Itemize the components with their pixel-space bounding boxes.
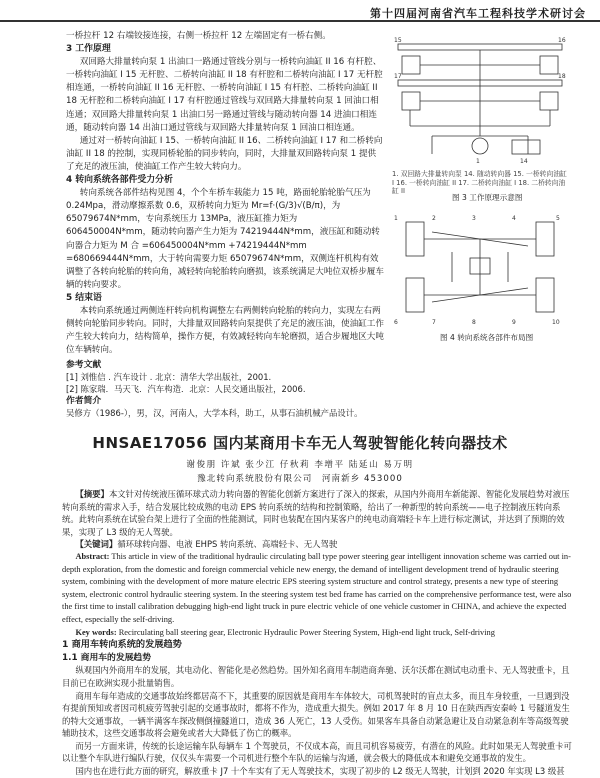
component-layout-drawing [392, 212, 568, 328]
svg-text:14: 14 [520, 158, 528, 165]
section3-heading: 3 工作原理 [66, 44, 111, 55]
abstract-cn-text: 本文针对传统液压循环球式动力转向器的智能化创新方案进行了深入的探索，从国内外商用车新能源、智能化发展趋势对液压转向系统的需求入手，结合发展比较成熟的电动 EPS 转向系统的结构和控制策略，给出了一种新型的转向系统——电子控制液压转向系统。此转向系统在试验台架上进行了全面的性能测试，同时也装配在国内某客户的纯电动商端轻卡车上进行标定测试，并达到了预期的效果，实现了 L3 级的无人驾驶。 [62, 489, 570, 537]
svg-text:5: 5 [556, 215, 560, 222]
keywords-en-label: Key words: [75, 627, 117, 637]
svg-text:17: 17 [394, 73, 402, 80]
article2-affiliation: 豫北转向系统股份有限公司 河南新乡 453000 [197, 474, 403, 484]
figure3-legend: 1. 双回路大排量转向泵 14. 随动转向器 15. 一桥转向油缸 I 16. 一桥转向油缸 II 17. 二桥转向油缸 I 18. 二桥转向油缸 II [392, 170, 567, 195]
reference-item: [1] 刘惟信 . 汽车设计 . 北京：清华大学出版社，2001. [66, 372, 272, 382]
svg-text:6: 6 [394, 319, 398, 326]
section3-paragraph-2: 通过对一桥转向油缸 I 15、一桥转向油缸 II 16、二桥转向油缸 I 17 和二桥转向油缸 II 18 的控制，实现同桥轮胎的同步转向，同时，大排量双回路转向泵 1 提供了充足的液压油，使油缸工作产生较大转向力。 [66, 135, 383, 172]
article2-title: HNSAE17056 国内某商用卡车无人驾驶智能化转向器技术 [92, 434, 508, 452]
keywords-en-text: Recirculating ball steering gear, Electronic Hydraulic Power Steering System, High-end light truck, Self-driving [118, 627, 495, 637]
section4-heading: 4 转向系统各部件受力分析 [66, 175, 173, 186]
svg-text:2: 2 [432, 215, 436, 222]
keywords-cn [62, 538, 574, 551]
section4-paragraph: 转向系统各部件结构见图 4，个个车桥车载能力 15 吨，路面轮胎轮胎气压为 0.24Mpa，滑动摩擦系数 0.6，双桥转向力矩为 Mr=f·(G/3)√(B/π)，为 65079674N*mm，专向系统压力 13MPa，液压缸推力矩为 606450004N*mm，随动转向器产生力矩为 74219444N*mm，液压缸和随动转向器合力矩为 M 合 =606450004N*mm +74219444N*mm =680669444N*mm，大于转向需要力矩 65079674N*mm，双侧连杆机构有效调整了各转向轮胎的转向角，减轻转向轮胎转向磨损，该系统满足大吨位双桥步履车辆的转向要求。 [66, 188, 384, 290]
article2-section11-heading: 1.1 商用车的发展趋势 [62, 652, 152, 663]
svg-text:9: 9 [512, 319, 516, 326]
abstract-en-text: This article in view of the traditional hydraulic circulating ball type power steering gear intelligent innovation scheme was carried out in-depth exploration, from the domestic and foreign commercial vehicle new energy, the demand of intelligent development trend of hydraulic steering system, combining with the development of more mature electric EPS steering system structure and control strategy, presents a new type of steering system, electronic control hydraulic steering system. In the steering system test bed frame has carried on the comprehensive performance test, were also the first time to install calibration debugging high-end light truck in pure electric vehicle of one vehicle customer in CHINA, and achieve the expected effect, especially the self-driving. [62, 551, 572, 624]
author-intro-heading: 作者简介 [66, 396, 102, 406]
wheel-rear-right [536, 278, 554, 312]
svg-text:4: 4 [512, 215, 516, 222]
cylinder-left-2 [402, 92, 420, 110]
article1-text-column [66, 30, 384, 357]
article2-body [62, 488, 574, 778]
svg-text:8: 8 [472, 319, 476, 326]
article2-section1-heading: 1 商用车转向系统的发展趋势 [62, 639, 182, 651]
article2-authors: 谢俊朋 许斌 张少江 仔秋莉 李增平 陆延山 易万明 [186, 460, 414, 470]
references-block [66, 359, 426, 419]
running-header [0, 0, 600, 22]
axle1-cylinder-line [398, 44, 562, 50]
hydraulic-schematic-drawing [392, 36, 568, 166]
intro-paragraph: 一桥拉杆 12 右端铰接连接，右侧一桥拉杆 12 左端固定有一桥右侧。 [66, 31, 331, 41]
figure4-layout [392, 212, 568, 352]
section5-heading: 5 结束语 [66, 292, 102, 303]
abstract-cn [62, 488, 574, 538]
svg-text:15: 15 [394, 37, 402, 44]
journal-title: 第十四届河南省汽车工程科技学术研讨会 [370, 7, 586, 20]
svg-text:10: 10 [552, 319, 560, 326]
steering-valve-symbol [512, 140, 540, 154]
svg-text:7: 7 [432, 319, 436, 326]
wheel-rear-left [406, 278, 424, 312]
svg-text:1: 1 [476, 158, 480, 165]
steering-pump-symbol [472, 138, 488, 154]
section5-paragraph: 本转向系统通过两侧连杆转向机构调整左右两侧转向轮胎的转向力，实现左右两侧转向轮胎同步转向。同时，大排量双回路转向泵提供了充足的液压油，使油缸工作产生较大转向力，结构简单，操作方便，有效减轻转向车轮磨损，适合步履地区大吨位车辆转向。 [66, 305, 384, 356]
header-rule [0, 20, 600, 22]
abstract-en-label: Abstract: [75, 551, 110, 561]
section3-paragraph-1: 双回路大排量转向泵 1 出油口一路通过管线分别与一桥转向油缸 II 16 有杆腔、一桥转向油缸 I 15 无杆腔、二桥转向油缸 II 18 有杆腔和二桥转向油缸 I 17 无杆腔相连通，一桥转向油缸 II 16 无杆腔、一桥转向油缸 I 15 有杆腔、二桥转向油缸 II 18 无杆腔和二桥转向油缸 I 17 有杆腔通过管线与双回路大排量转向泵 1 回油口相连通；双回路大排量转向泵 1 出油口另一路通过管线与随动转向器 14 进油口相连通，随动转向器 14 出油口通过管线与双回路大排量转向泵 1 回油口相连通。 [66, 57, 383, 133]
cylinder-left-1 [402, 56, 420, 74]
figure4-caption: 图 4 转向系统各部件布局图 [440, 333, 534, 342]
abstract-cn-label: 【摘要】 [75, 489, 109, 499]
author-intro-text: 吴修方（1986-），男，汉，河南人，大学本科，助工，从事石油机械产品设计。 [66, 408, 363, 418]
keywords-cn-text: 循环球转向器、电液 EHPS 转向系统、高端轻卡、无人驾驶 [117, 539, 338, 550]
figure3-schematic [392, 36, 568, 204]
cylinder-right-2 [540, 92, 558, 110]
svg-text:1: 1 [394, 215, 398, 222]
svg-text:18: 18 [558, 73, 566, 80]
figure3-caption: 图 3 工作原理示意图 [452, 193, 523, 202]
reference-item: [2] 陈家瑞．马天飞．汽车构造．北京：人民交通出版社，2006. [66, 384, 306, 394]
wheel-front-left [406, 222, 424, 256]
wheel-front-right [536, 222, 554, 256]
keywords-en [62, 627, 574, 640]
keywords-cn-label: 【关键词】 [75, 539, 118, 550]
article2-paragraph-2: 商用车每年造成的交通事故始终都居高不下，其重要的原因就是商用车车体较大，司机驾驶时的盲点太多，而且车身较重，一旦遇到没有提前预知或者因司机疲劳驾驶引起的交通事故时，都将不作为，造成重大损失。例如 2017 年 8 月 10 日在陕西西安秦岭 1 号隧道发生的特大交通事故，一辆半满客车探改侧倒撞隧道口，造成 36 人死亡，13 人受伤。如果客车具备自动紧急避让及自动紧急刹车等高级驾驶辅助技术，这些交通事故将会避免或者大大降低了伤亡的概率。 [62, 690, 570, 739]
article2-paragraph-4: 国内也在进行此方面的研究，解放重卡 J7 十个车实有了无人驾驶技术，实现了初步的 L2 级无人驾驶，计划到 2020 年实现 L3 级甚 [75, 766, 565, 777]
article2-paragraph-3: 而另一方面来讲，传统的长途运输车队每辆车 1 个驾驶员，不仅成本高，而且司机容易疲劳，有潜在的风险。此时如果无人驾驶重卡可以让整个车队进行编队行驶，仅仅头车需要一个司机进行整个车队的运输与沟通，就会极大的降低成本和避免交通事故的发生。 [62, 740, 572, 764]
svg-text:16: 16 [558, 37, 566, 44]
cylinder-right-1 [540, 56, 558, 74]
article2-paragraph-1: 纵观国内外商用车的发展，其电动化、智能化是必然趋势。国外知名商用车制造商奔驰、沃尔沃都在测试电动重卡、无人驾驶重卡，且目前已在欧洲实现小批量销售。 [62, 665, 570, 688]
references-heading: 参考文献 [66, 360, 102, 370]
abstract-en [62, 551, 574, 627]
svg-text:3: 3 [472, 215, 476, 222]
